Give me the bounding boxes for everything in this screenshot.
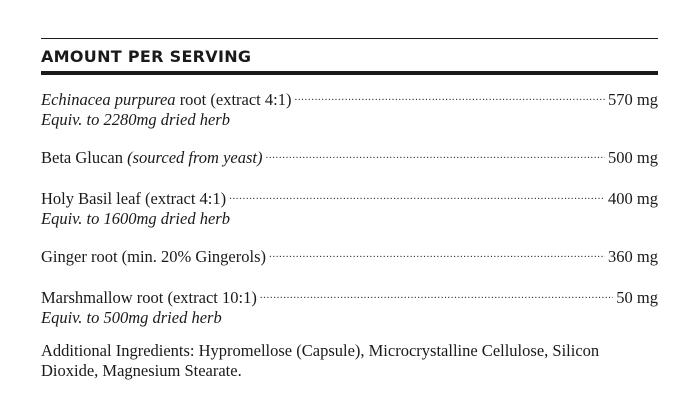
ingredient-amount: 500 mg xyxy=(608,148,658,167)
ingredient-row-marshmallow xyxy=(41,286,658,327)
ingredient-equivalent: Equiv. to 2280mg dried herb xyxy=(41,109,230,129)
ingredient-line xyxy=(41,88,658,110)
ingredient-line xyxy=(41,147,658,169)
ingredient-name: Ginger root (min. 20% Gingerols) xyxy=(41,247,266,266)
ingredient-row-echinacea xyxy=(41,88,658,129)
ingredient-amount: 360 mg xyxy=(608,247,658,266)
ingredient-name xyxy=(41,90,291,110)
ingredient-line xyxy=(41,246,658,268)
dot-leader xyxy=(265,147,605,164)
ingredient-name-italic: Echinacea purpurea xyxy=(41,89,176,109)
ingredient-name-italic: (sourced from yeast) xyxy=(127,148,263,167)
dot-leader xyxy=(260,286,613,303)
ingredient-row-beta-glucan xyxy=(41,147,658,169)
ingredient-amount: 400 mg xyxy=(608,188,658,208)
ingredient-name: Holy Basil leaf (extract 4:1) xyxy=(41,188,227,208)
ingredient-line xyxy=(41,286,658,308)
heading-thick-rule xyxy=(41,71,658,75)
ingredient-name: Marshmallow root (extract 10:1) xyxy=(41,287,257,307)
ingredient-row-ginger xyxy=(41,246,658,268)
ingredient-name xyxy=(41,148,262,168)
ingredient-amount: 570 mg xyxy=(608,89,658,109)
supplement-facts-panel xyxy=(41,38,658,381)
ingredient-line xyxy=(41,187,658,209)
section-heading: AMOUNT PER SERVING xyxy=(41,47,252,66)
ingredient-equivalent: Equiv. to 500mg dried herb xyxy=(41,307,222,327)
dot-leader xyxy=(294,88,605,105)
ingredient-equivalent: Equiv. to 1600mg dried herb xyxy=(41,208,230,228)
top-rule xyxy=(41,38,658,39)
ingredient-amount: 50 mg xyxy=(616,287,658,307)
ingredient-row-holy-basil xyxy=(41,187,658,228)
ingredient-name-plain: Beta Glucan xyxy=(41,148,128,167)
ingredient-list xyxy=(41,88,658,327)
dot-leader xyxy=(229,187,605,204)
additional-ingredients: Additional Ingredients: Hypromellose (Capsule), Microcrystalline Cellulose, Silicon Dioxide, Magnesium Stearate. xyxy=(41,340,600,380)
ingredient-name-rest: root (extract 4:1) xyxy=(175,89,292,109)
dot-leader xyxy=(269,246,605,263)
